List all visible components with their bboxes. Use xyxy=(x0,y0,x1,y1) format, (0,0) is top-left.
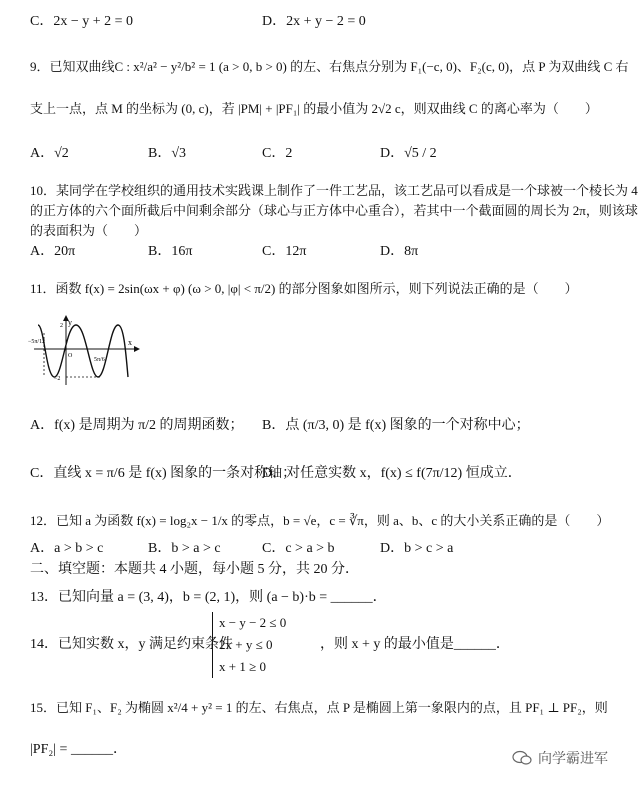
watermark xyxy=(512,748,608,768)
q9-stem-line2: 支上一点，点 M 的坐标为 (0, c)，若 |PM| + |PF₁| 的最小值为 2√2 c，则双曲线 C 的离心率为（ ） xyxy=(30,101,598,116)
q9-option-b: B．√3 xyxy=(148,146,187,161)
q9-option-a: A．√2 xyxy=(30,146,69,161)
q12-option-d: D．b > c > a xyxy=(380,541,454,556)
q12-option-a: A．a > b > c xyxy=(30,541,104,556)
q10-option-c: C．12π xyxy=(262,244,307,259)
q11-option-d: D．对任意实数 x，f(x) ≤ f(7π/12) 恒成立． xyxy=(262,466,522,481)
q15-stem-line2: |PF₂| = ______． xyxy=(30,742,127,757)
q12-option-c: C．c > a > b xyxy=(262,541,335,556)
q12-stem: 12．已知 a 为函数 f(x) = log₂x − 1/x 的零点，b = √e，c = ∛π，则 a、b、c 的大小关系正确的是（ ） xyxy=(30,513,610,528)
q10-stem-line2: 的正方体的六个面所截后中间剩余部分（球心与正方体中心重合），若其中一个截面圆的周长为 2π，则该球 xyxy=(30,203,638,218)
q11-option-a: A．f(x) 是周期为 π/2 的周期函数； xyxy=(30,418,244,433)
q14-constraint-1: x − y − 2 ≤ 0 xyxy=(219,615,287,630)
q10-stem-line3: 的表面积为（ ） xyxy=(30,223,148,238)
q11-stem: 11．函数 f(x) = 2sin(ωx + φ) (ω > 0, |φ| < π/2) 的部分图象如图所示，则下列说法正确的是（ ） xyxy=(30,281,578,296)
q15-stem-line1: 15．已知 F₁、F₂ 为椭圆 x²/4 + y² = 1 的左、右焦点，点 P 是椭圆上第一象限内的点，且 PF₁ ⊥ PF₂，则 xyxy=(30,700,608,715)
wechat-icon xyxy=(512,750,532,766)
watermark-text: 向学霸进军 xyxy=(538,751,608,767)
q10-option-b: B．16π xyxy=(148,244,193,259)
q11-option-b: B．点 (π/3, 0) 是 f(x) 图象的一个对称中心； xyxy=(262,418,530,433)
q14-suffix: ，则 x + y 的最小值是______． xyxy=(320,637,510,652)
origin-label: O xyxy=(68,353,73,359)
q13-stem: 13．已知向量 a = (3, 4)，b = (2, 1)，则 (a − b)·b = ______． xyxy=(30,590,387,605)
x-axis-arrow xyxy=(134,346,140,352)
y-label: y xyxy=(68,318,72,327)
q14-constraint-2: 2x + y ≤ 0 xyxy=(219,637,273,652)
q14-constraints xyxy=(212,612,286,678)
section-heading: 二、填空题：本题共 4 小题，每小题 5 分，共 20 分． xyxy=(30,562,359,577)
q14-prefix: 14．已知实数 x，y 满足约束条件 xyxy=(30,637,233,652)
q12-option-b: B．b > a > c xyxy=(148,541,221,556)
q9-option-d: D．√5 / 2 xyxy=(380,146,437,161)
left-tick-label: −5π/12 xyxy=(28,339,46,345)
sine-curve xyxy=(38,325,128,377)
x-label: x xyxy=(128,338,132,347)
q8-option-d: D．2x + y − 2 = 0 xyxy=(262,14,366,29)
q9-option-c: C．2 xyxy=(262,146,293,161)
max-value-label: 2 xyxy=(60,323,63,329)
q10-stem-line1: 10．某同学在学校组织的通用技术实践课上制作了一件工艺品，该工艺品可以看成是一个球被一个棱长为 4 xyxy=(30,183,638,198)
q14-constraint-3: x + 1 ≥ 0 xyxy=(219,659,266,674)
q10-option-a: A．20π xyxy=(30,244,76,259)
right-tick-label: 5π/6 xyxy=(94,357,105,363)
q10-option-d: D．8π xyxy=(380,244,419,259)
sine-graph-svg xyxy=(30,315,140,387)
sine-graph-figure xyxy=(30,315,140,387)
q11-option-c: C．直线 x = π/6 是 f(x) 图象的一条对称轴； xyxy=(30,466,297,481)
q8-option-c: C．2x − y + 2 = 0 xyxy=(30,14,134,29)
min-value-label: −2 xyxy=(54,376,61,382)
q9-stem-line1: 9．已知双曲线C : x²/a² − y²/b² = 1 (a > 0, b > 0) 的左、右焦点分别为 F₁(−c, 0)、F₂(c, 0)，点 P 为双曲线 C 右 xyxy=(30,59,629,74)
